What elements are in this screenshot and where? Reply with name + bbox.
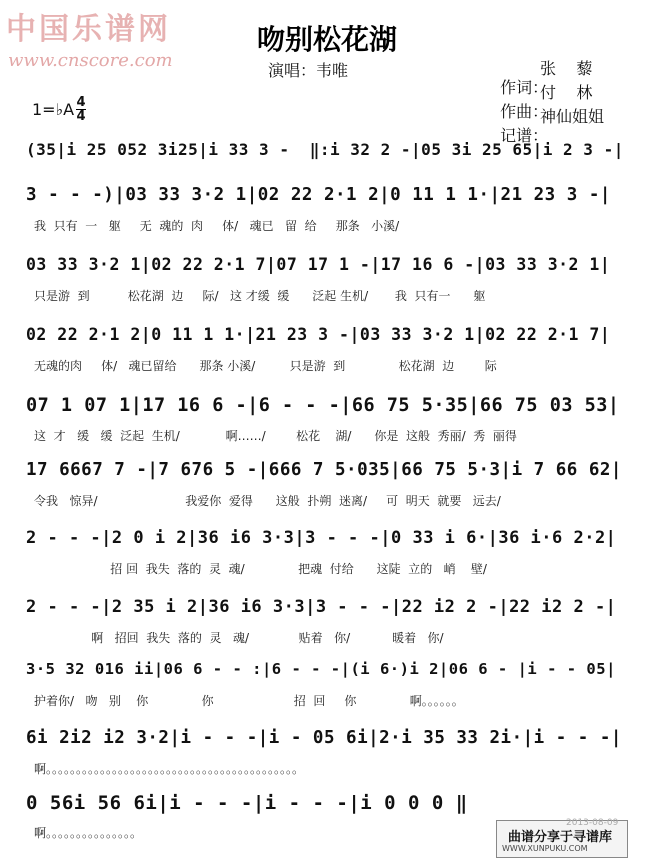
credit-value: 付 林: [540, 83, 593, 102]
footer-date: 2013-08-09: [566, 818, 619, 828]
lyric-line: 我 只有 一 躯 无 魂的 肉 体/ 魂已 留 给 那条 小溪/: [34, 219, 400, 233]
credit-label: 记谱：: [500, 126, 549, 145]
credit-value: 神仙姐姐: [540, 107, 605, 126]
watermark-brand: 中国乐谱网: [6, 12, 171, 47]
time-bottom: 4: [76, 109, 86, 124]
lyric-line: 护着你/ 吻 别 你 你 招 回 你 啊。。。。。。: [34, 694, 464, 708]
credit-label: 作曲：: [500, 102, 549, 121]
key-signature: 1=♭A: [32, 100, 75, 119]
credit-label: 作词：: [500, 78, 549, 97]
notation-line: 3·5 32 016 ii|06 6 - - :|6 - - -|(i 6·)i 2|06 6 - |i - - 05|: [26, 660, 616, 678]
footer-site-url: WWW.XUNPUKU.COM: [502, 844, 588, 853]
time-top: 4: [76, 95, 86, 110]
notation-line: 03 33 3·2 1|02 22 2·1 7|07 17 1 -|17 16 6 -|03 33 3·2 1|: [26, 255, 611, 274]
lyric-line: 啊。。。。。。。。。。。。。。。: [34, 826, 143, 840]
credit-value: 张 藜: [540, 59, 593, 78]
notation-line: 3 - - -)|03 33 3·2 1|02 22 2·1 2|0 11 1 1·|21 23 3 -|: [26, 185, 611, 205]
notation-line: 2 - - -|2 0 i 2|36 i6 3·3|3 - - -|0 33 i 6·|36 i·6 2·2|: [26, 528, 617, 548]
lyric-line: 这 才 缓 缓 泛起 生机/ 啊……/ 松花 湖/ 你是 这般 秀丽/ 秀 丽得: [34, 429, 517, 443]
lyric-line: 招 回 我失 落的 灵 魂/ 把魂 付给 这陡 立的 峭 壁/: [34, 562, 487, 576]
lyric-line: 无魂的肉 体/ 魂已留给 那条 小溪/ 只是游 到 松花湖 边 际: [34, 359, 497, 373]
song-title: 吻别松花湖: [256, 23, 397, 56]
notation-line: 0 56i 56 6i|i - - -|i - - -|i 0 0 0 ‖: [26, 792, 468, 814]
time-signature: [76, 96, 86, 123]
footer-site-cn: 曲谱分享于寻谱库: [508, 830, 613, 845]
notation-line: 02 22 2·1 2|0 11 1 1·|21 23 3 -|03 33 3·2 1|02 22 2·1 7|: [26, 325, 611, 344]
lyric-line: 啊。。。。。。。。。。。。。。。。。。。。。。。。。。。。。。。。。。。。。。。。。。: [34, 762, 305, 776]
singer-credit: 演唱：韦唯: [268, 61, 349, 80]
notation-line: (35|i 25 052 3i25|i 33 3 - ‖:i 32 2 -|05 3i 25 65|i 2 3 -|: [26, 140, 624, 159]
notation-line: 07 1 07 1|17 16 6 -|6 - - -|66 75 5·35|66 75 03 53|: [26, 395, 620, 416]
watermark-url: www.cnscore.com: [8, 50, 173, 71]
lyric-line: 令我 惊异/ 我爱你 爱得 这般 扑朔 迷离/ 可 明天 就要 远去/: [34, 494, 501, 508]
lyric-line: 啊 招回 我失 落的 灵 魂/ 贴着 你/ 暖着 你/: [34, 631, 444, 645]
lyric-line: 只是游 到 松花湖 边 际/ 这 才缓 缓 泛起 生机/ 我 只有一 躯: [34, 289, 486, 303]
notation-line: 2 - - -|2 35 i 2|36 i6 3·3|3 - - -|22 i2 2 -|22 i2 2 -|: [26, 597, 617, 617]
notation-line: 6i 2i2 i2 3·2|i - - -|i - 05 6i|2·i 35 33 2i·|i - - -|: [26, 728, 622, 748]
notation-line: 17 6667 7 -|7 676 5 -|666 7 5·035|66 75 5·3|i 7 66 62|: [26, 460, 622, 480]
